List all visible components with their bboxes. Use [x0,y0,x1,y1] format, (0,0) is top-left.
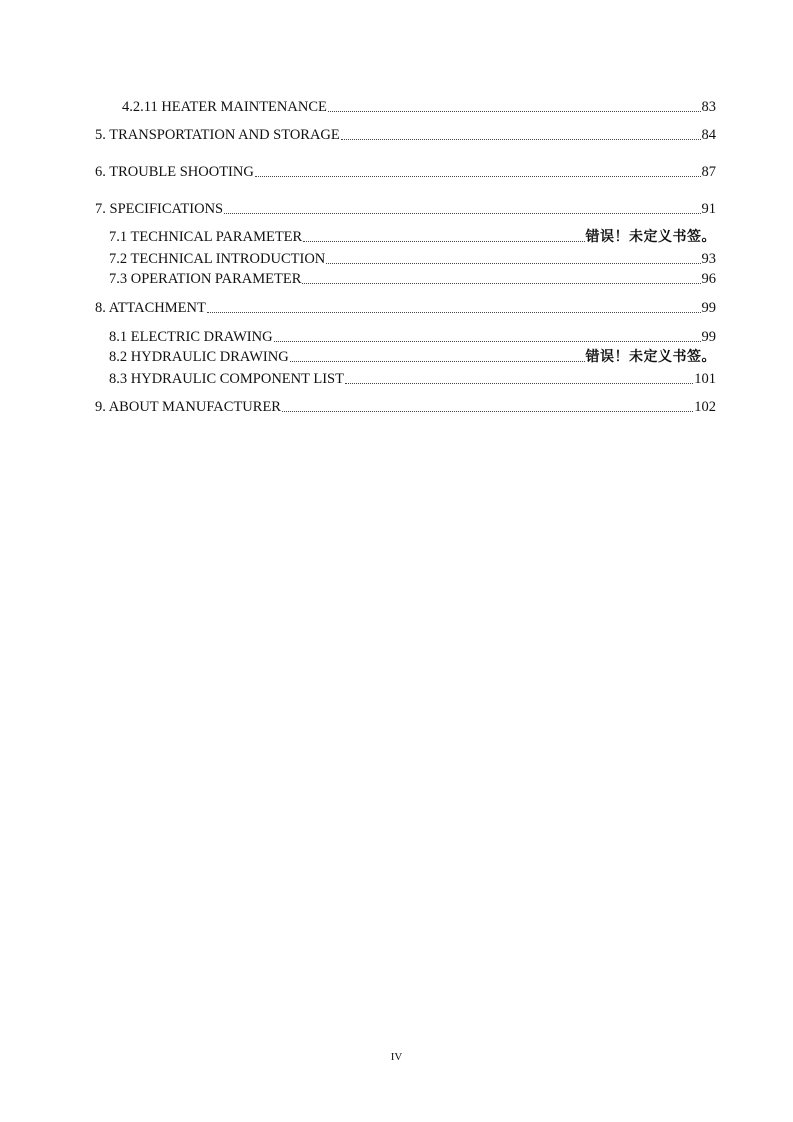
toc-dot-leader [303,240,584,242]
toc-dot-leader [282,410,693,412]
toc-entry-page: 84 [701,127,716,143]
toc-entry-page: 93 [701,251,716,267]
toc-entry-title: 8.2 HYDRAULIC DRAWING [109,349,289,365]
toc-entry-page: 99 [701,300,716,316]
toc-dot-leader [290,360,585,362]
toc-entry-title: 8.1 ELECTRIC DRAWING [109,329,273,345]
toc-entry-title: 7. SPECIFICATIONS [95,201,224,217]
toc-dot-leader [255,175,701,177]
toc-entry-technical-parameter[interactable] [95,226,716,246]
toc-entry-title: 8.3 HYDRAULIC COMPONENT LIST [109,371,344,387]
toc-entry-page: 96 [701,271,716,287]
toc-entry-page: 102 [694,399,716,415]
toc-entry-specifications[interactable] [95,198,716,218]
toc-entry-title: 9. ABOUT MANUFACTURER [95,399,281,415]
toc-entry-title: 5. TRANSPORTATION AND STORAGE [95,127,340,143]
toc-dot-leader [341,138,701,140]
toc-entry-page: 87 [701,164,716,180]
toc-entry-operation-parameter[interactable] [95,268,716,288]
toc-entry-page: 99 [701,329,716,345]
toc-entry-trouble-shooting[interactable] [95,161,716,181]
toc-dot-leader [207,311,701,313]
toc-entry-page: 101 [694,371,716,387]
toc-entry-page: 91 [701,201,716,217]
toc-entry-hydraulic-drawing[interactable] [95,346,716,366]
toc-dot-leader [326,262,700,264]
toc-entry-transportation-storage[interactable] [95,124,716,144]
toc-entry-page-error: 错误！未定义书签。 [585,229,716,245]
toc-entry-about-manufacturer[interactable] [95,396,716,416]
toc-entry-title: 7.2 TECHNICAL INTRODUCTION [109,251,326,267]
page-number-footer: IV [390,1051,403,1063]
toc-entry-title: 7.3 OPERATION PARAMETER [109,271,302,287]
toc-entry-attachment[interactable] [95,297,716,317]
toc-dot-leader [274,340,701,342]
toc-entry-title: 6. TROUBLE SHOOTING [95,164,254,180]
toc-dot-leader [302,282,700,284]
toc-entry-technical-introduction[interactable] [95,248,716,268]
toc-entry-title: 8. ATTACHMENT [95,300,206,316]
toc-entry-page-error: 错误！未定义书签。 [585,349,716,365]
toc-entry-electric-drawing[interactable] [95,326,716,346]
toc-dot-leader [345,382,693,384]
toc-entry-heater-maintenance[interactable] [95,96,716,116]
toc-entry-hydraulic-component-list[interactable] [95,368,716,388]
toc-entry-page: 83 [701,99,716,115]
toc-entry-title: 4.2.11 HEATER MAINTENANCE [122,99,327,115]
toc-entry-title: 7.1 TECHNICAL PARAMETER [109,229,303,245]
toc-dot-leader [328,110,701,112]
toc-dot-leader [224,212,700,214]
